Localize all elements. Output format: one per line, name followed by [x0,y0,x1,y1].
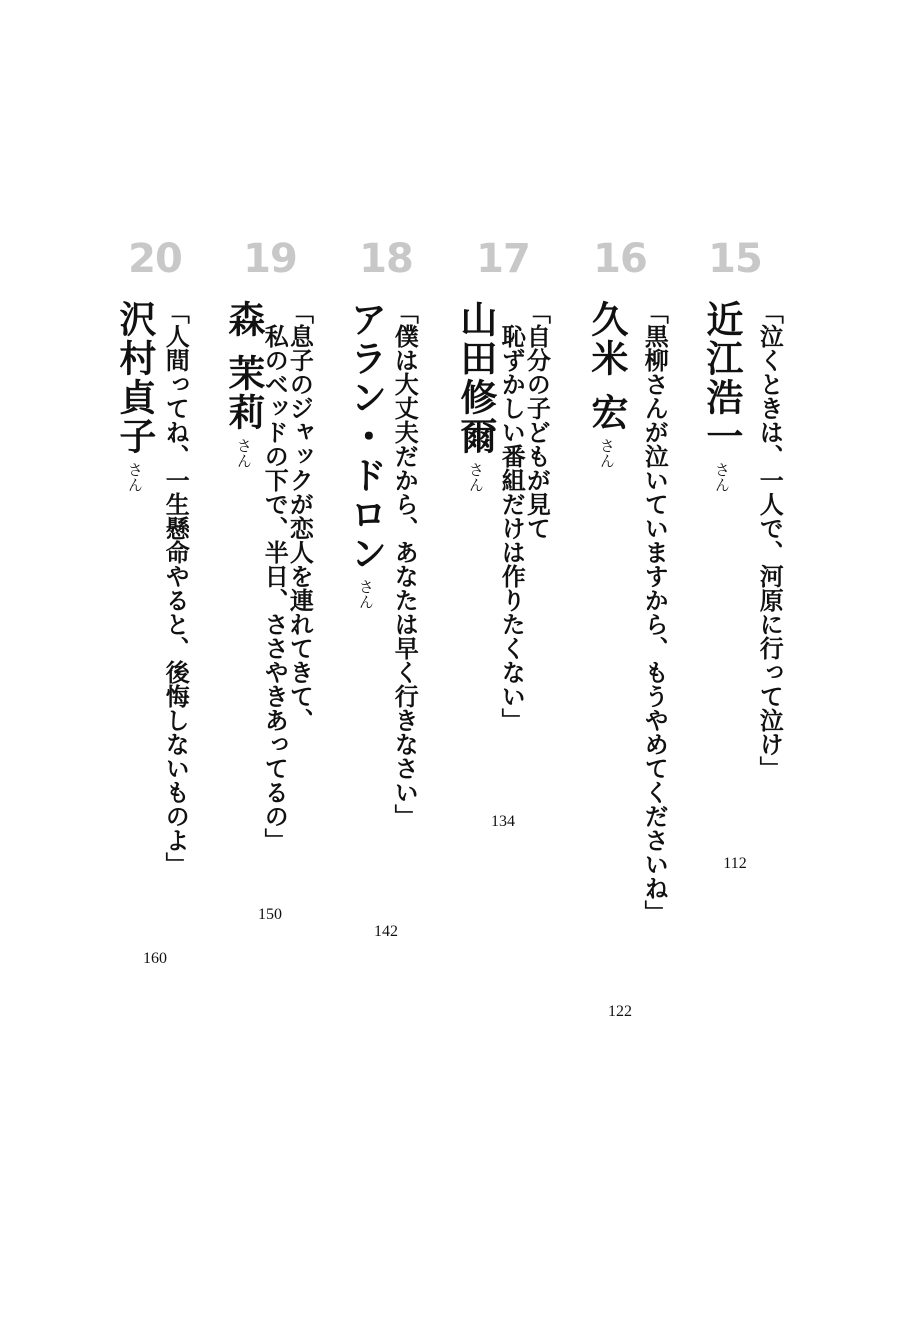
entry-quote [497,300,552,732]
quote-line: 「僕は大丈夫だから、あなたは早く行きなさい」 [390,300,420,828]
page-number: 150 [258,906,282,923]
quote-line: 「人間ってね、一生懸命やると、後悔しないものよ」 [161,300,191,876]
person-name: 久米 宏 [584,300,629,432]
entry-person-name [699,300,744,492]
quote-line: 「泣くときは、一人で、河原に行って泣け」 [755,300,785,780]
entry-person-name [584,300,629,468]
quote-line: 「自分の子どもが見て [522,300,552,540]
entry-quote [755,300,785,780]
quote-line: 「息子のジャックが恋人を連れてきて、 [285,300,315,732]
person-name: アラン・ドロン [343,300,388,573]
page-number: 122 [608,1003,632,1020]
entry-number: 19 [243,236,297,282]
entry-number: 20 [128,236,182,282]
entry-number: 17 [476,236,530,282]
honorific: さん [234,437,253,468]
person-name: 沢村貞子 [112,300,157,456]
person-name: 森 茉莉 [221,300,266,432]
honorific: さん [125,462,144,492]
page-number: 134 [491,813,515,830]
entry-number: 18 [359,236,413,282]
honorific: さん [597,437,616,468]
page-number: 112 [723,855,747,872]
entry-quote [640,300,670,924]
entry-person-name [112,300,157,492]
entry-quote [390,300,420,828]
entry-person-name [343,300,388,609]
honorific: さん [356,579,375,609]
entry-person-name [453,300,498,492]
entry-quote [161,300,191,876]
honorific: さん [712,462,731,492]
honorific: さん [466,462,485,492]
entry-quote [260,300,315,852]
quote-line: 「黒柳さんが泣いていますから、もうやめてくださいね」 [640,300,670,924]
quote-line: 私のベッドの下で、半日、ささやきあってるの」 [260,324,290,852]
page-number: 160 [143,950,167,967]
entry-number: 16 [593,236,647,282]
person-name: 山田修爾 [453,300,498,456]
person-name: 近江浩一 [699,300,744,456]
page-number: 142 [374,923,398,940]
quote-line: 恥ずかしい番組だけは作りたくない」 [497,324,527,732]
entry-number: 15 [708,236,762,282]
entry-person-name [221,300,266,468]
